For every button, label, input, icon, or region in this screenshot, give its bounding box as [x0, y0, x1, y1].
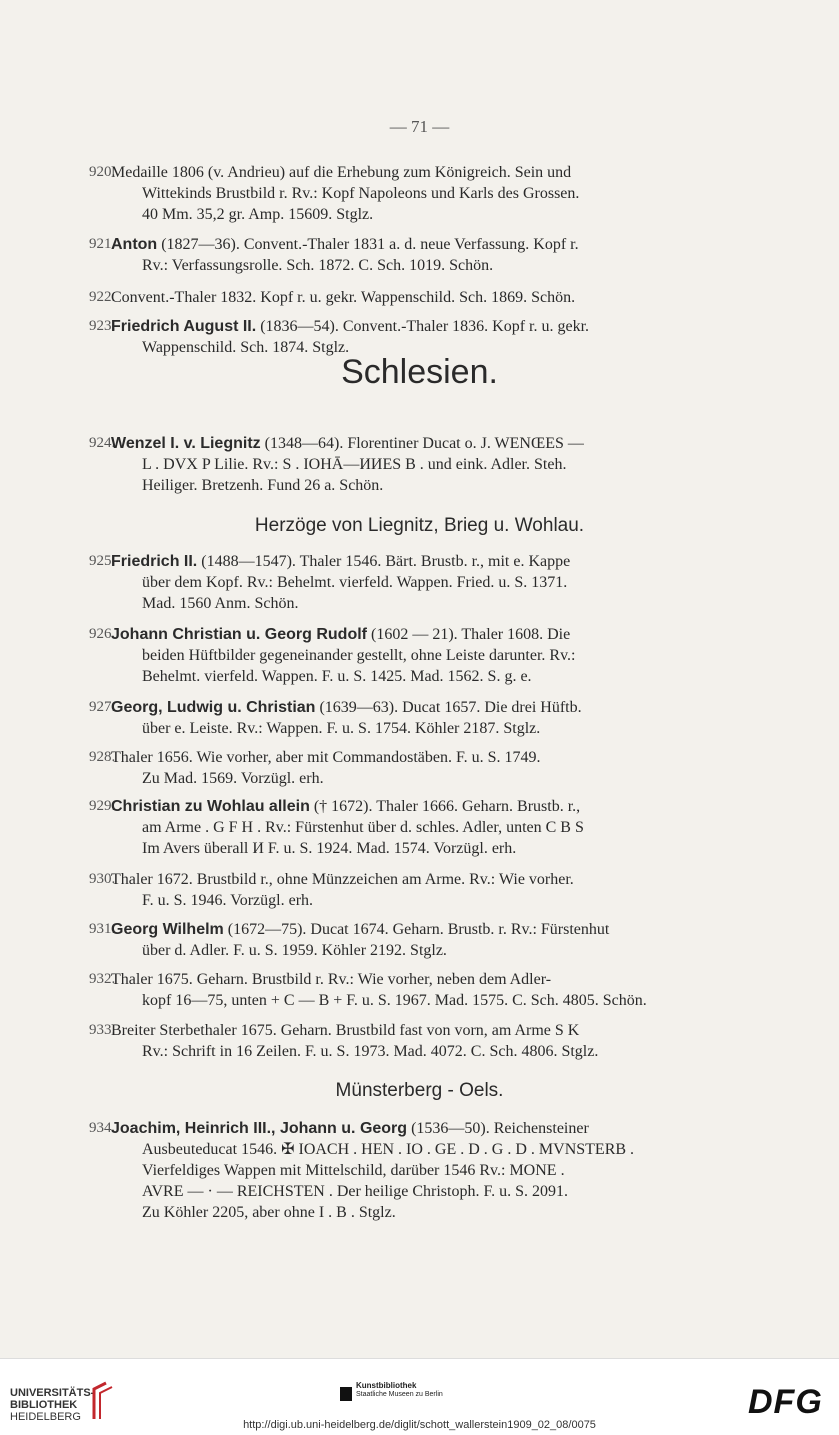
page-number: — 71 — — [389, 117, 450, 136]
entry-line — [111, 666, 682, 687]
entry-line-text: Convent.-Thaler 1832. Kopf r. u. gekr. Wappenschild. Sch. 1869. Schön. — [111, 289, 576, 306]
entry-line — [111, 162, 682, 183]
entry-ruler-name: Friedrich II. — [111, 553, 198, 570]
entry-text — [111, 697, 682, 739]
source-url[interactable]: http://digi.ub.uni-heidelberg.de/diglit/schott_wallerstein1909_02_08/0075 — [243, 1419, 596, 1431]
entry-line-text: Ausbeuteducat 1546. ✠ IOACH . HEN . IO . GE . D . G . D . MVNSTERB . — [142, 1141, 635, 1158]
entry-line-text: Thaler 1672. Brustbild r., ohne Münzzeichen am Arme. Rv.: Wie vorher. — [111, 871, 574, 888]
entry-number: 934. — [89, 1120, 116, 1136]
ub-logo-line: HEIDELBERG — [10, 1411, 81, 1423]
entry-ruler-name: Wenzel I. v. Liegnitz — [111, 435, 261, 452]
entry-line — [111, 890, 682, 911]
entry-text — [111, 869, 682, 911]
entry-line — [111, 796, 682, 817]
entry-line-text: (1348—64). Florentiner Ducat o. J. WENŒES — — [260, 435, 584, 452]
ub-bracket-icon — [86, 1379, 118, 1423]
entry-line-text: (1639—63). Ducat 1657. Die drei Hüftb. — [315, 699, 582, 716]
entry-line — [111, 1020, 682, 1041]
entry-line — [111, 1041, 682, 1062]
entry-number: 926. — [89, 626, 116, 642]
entry-number: 924. — [89, 435, 116, 451]
section-heading-schlesien: Schlesien. — [341, 353, 498, 391]
entry-line — [111, 718, 682, 739]
entry-number: 923. — [89, 318, 116, 334]
entry-ruler-name: Anton — [111, 236, 158, 253]
kb-title: Kunstbibliothek — [356, 1381, 417, 1390]
entry-line-text: (1836—54). Convent.-Thaler 1836. Kopf r. u. gekr. — [256, 318, 590, 335]
entry-line-text: (1602 — 21). Thaler 1608. Die — [367, 626, 571, 643]
entry-ruler-name: Georg Wilhelm — [111, 921, 224, 938]
entry-line — [111, 969, 682, 990]
entry-number: 922. — [89, 289, 116, 305]
entry-text — [111, 1020, 682, 1062]
university-library-logo[interactable] — [10, 1387, 94, 1423]
entry-line-text: (1488—1547). Thaler 1546. Bärt. Brustb. r., mit e. Kappe — [197, 553, 571, 570]
entry-line-text: beiden Hüftbilder gegeneinander gestellt, ohne Leiste darunter. Rv.: — [142, 647, 576, 664]
entry-line — [111, 697, 682, 718]
entry-line-text: Wittekinds Brustbild r. Rv.: Kopf Napoleons und Karls des Grossen. — [142, 185, 580, 202]
ub-logo-line: BIBLIOTHEK — [10, 1399, 78, 1411]
entry-number: 927. — [89, 699, 116, 715]
entry-line-text: Im Avers überall И F. u. S. 1924. Mad. 1574. Vorzügl. erh. — [142, 840, 517, 857]
footer-bar — [0, 1358, 839, 1435]
entry-line — [111, 316, 682, 337]
entry-line-text: AVRE — · — REICHSTEN . Der heilige Christoph. F. u. S. 2091. — [142, 1183, 568, 1200]
entry-line-text: Medaille 1806 (v. Andrieu) auf die Erhebung zum Königreich. Sein und — [111, 164, 572, 181]
entry-line-text: (1536—50). Reichensteiner — [407, 1120, 589, 1137]
entry-line — [111, 869, 682, 890]
entry-number: 933. — [89, 1022, 116, 1038]
kb-square-icon — [340, 1387, 352, 1401]
entry-line — [111, 1118, 682, 1139]
entry-line-text: über e. Leiste. Rv.: Wappen. F. u. S. 1754. Köhler 2187. Stglz. — [142, 720, 541, 737]
entry-number: 930. — [89, 871, 116, 887]
entry-number: 929. — [89, 798, 116, 814]
entry-number: 932. — [89, 971, 116, 987]
entry-number: 928. — [89, 749, 116, 765]
entry-ruler-name: Johann Christian u. Georg Rudolf — [111, 626, 367, 643]
entry-text — [111, 1118, 682, 1223]
entry-line-text: Zu Köhler 2205, aber ohne I . B . Stglz. — [142, 1204, 396, 1221]
entry-line — [111, 183, 682, 204]
entry-line-text: am Arme . G F H . Rv.: Fürstenhut über d. schles. Adler, unten C B S — [142, 819, 584, 836]
entry-text — [111, 433, 682, 496]
entry-line — [111, 1181, 682, 1202]
section-heading-muensterberg: Münsterberg - Oels. — [335, 1080, 504, 1101]
entry-text — [111, 551, 682, 614]
entry-ruler-name: Georg, Ludwig u. Christian — [111, 699, 316, 716]
entry-number: 931. — [89, 921, 116, 937]
entry-text — [111, 747, 682, 789]
entry-number: 920. — [89, 164, 116, 180]
entry-line — [111, 475, 682, 496]
entry-text — [111, 316, 682, 358]
entry-line — [111, 255, 682, 276]
entry-line — [111, 990, 682, 1011]
entry-line-text: kopf 16—75, unten + C — B + F. u. S. 1967. Mad. 1575. C. Sch. 4805. Schön. — [142, 992, 647, 1009]
dfg-logo[interactable]: DFG — [748, 1383, 823, 1421]
entry-number: 921. — [89, 236, 116, 252]
entry-line — [111, 454, 682, 475]
entry-text — [111, 624, 682, 687]
entry-line-text: Behelmt. vierfeld. Wappen. F. u. S. 1425. Mad. 1562. S. g. e. — [142, 668, 532, 685]
kunstbibliothek-logo[interactable] — [356, 1381, 443, 1399]
entry-line-text: Rv.: Schrift in 16 Zeilen. F. u. S. 1973. Mad. 4072. C. Sch. 4806. Stglz. — [142, 1043, 599, 1060]
entry-line — [111, 204, 682, 225]
kb-subtitle: Staatliche Museen zu Berlin — [356, 1391, 443, 1398]
entry-ruler-name: Christian zu Wohlau allein — [111, 798, 310, 815]
entry-line-text: L . DVX P Lilie. Rv.: S . IOHĀ—ИИES B . und eink. Adler. Steh. — [142, 456, 567, 473]
entry-line-text: Rv.: Verfassungsrolle. Sch. 1872. C. Sch. 1019. Schön. — [142, 257, 494, 274]
entry-line-text: Mad. 1560 Anm. Schön. — [142, 595, 299, 612]
ub-logo-line: UNIVERSITÄTS- — [10, 1387, 95, 1399]
entry-line-text: 40 Mm. 35,2 gr. Amp. 15609. Stglz. — [142, 206, 374, 223]
entry-number: 925. — [89, 553, 116, 569]
entry-text — [111, 234, 682, 276]
entry-line — [111, 940, 682, 961]
entry-line — [111, 1139, 682, 1160]
entry-line — [111, 817, 682, 838]
section-heading-herzoege: Herzöge von Liegnitz, Brieg u. Wohlau. — [254, 515, 585, 536]
entry-line — [111, 1160, 682, 1181]
entry-line — [111, 593, 682, 614]
entry-ruler-name: Friedrich August II. — [111, 318, 257, 335]
entry-line-text: Wappenschild. Sch. 1874. Stglz. — [142, 339, 350, 356]
entry-line-text: über d. Adler. F. u. S. 1959. Köhler 2192. Stglz. — [142, 942, 447, 959]
entry-line-text: (1672—75). Ducat 1674. Geharn. Brustb. r. Rv.: Fürstenhut — [223, 921, 610, 938]
entry-line — [111, 838, 682, 859]
entry-line-text: († 1672). Thaler 1666. Geharn. Brustb. r., — [309, 798, 581, 815]
entry-ruler-name: Joachim, Heinrich III., Johann u. Georg — [111, 1120, 408, 1137]
entry-line — [111, 919, 682, 940]
entry-line — [111, 747, 682, 768]
entry-line — [111, 624, 682, 645]
entry-text — [111, 969, 682, 1011]
entry-line — [111, 572, 682, 593]
entry-text — [111, 796, 682, 859]
entry-line — [111, 768, 682, 789]
entry-text — [111, 287, 682, 308]
entry-line — [111, 433, 682, 454]
entry-line-text: Zu Mad. 1569. Vorzügl. erh. — [142, 770, 324, 787]
entry-line-text: F. u. S. 1946. Vorzügl. erh. — [142, 892, 314, 909]
entry-text — [111, 162, 682, 225]
entry-line-text: Thaler 1656. Wie vorher, aber mit Commandostäben. F. u. S. 1749. — [111, 749, 541, 766]
entry-line-text: (1827—36). Convent.-Thaler 1831 a. d. neue Verfassung. Kopf r. — [157, 236, 579, 253]
entry-line-text: über dem Kopf. Rv.: Behelmt. vierfeld. Wappen. Fried. u. S. 1371. — [142, 574, 568, 591]
entry-line — [111, 551, 682, 572]
entry-line-text: Heiliger. Bretzenh. Fund 26 a. Schön. — [142, 477, 384, 494]
entry-text — [111, 919, 682, 961]
entry-line-text: Thaler 1675. Geharn. Brustbild r. Rv.: Wie vorher, neben dem Adler- — [111, 971, 552, 988]
entry-line — [111, 287, 682, 308]
entry-line-text: Vierfeldiges Wappen mit Mittelschild, darüber 1546 Rv.: MONE . — [142, 1162, 565, 1179]
entry-line-text: Breiter Sterbethaler 1675. Geharn. Brustbild fast von vorn, am Arme S K — [111, 1022, 580, 1039]
entry-line — [111, 1202, 682, 1223]
entry-line — [111, 645, 682, 666]
entry-line — [111, 234, 682, 255]
